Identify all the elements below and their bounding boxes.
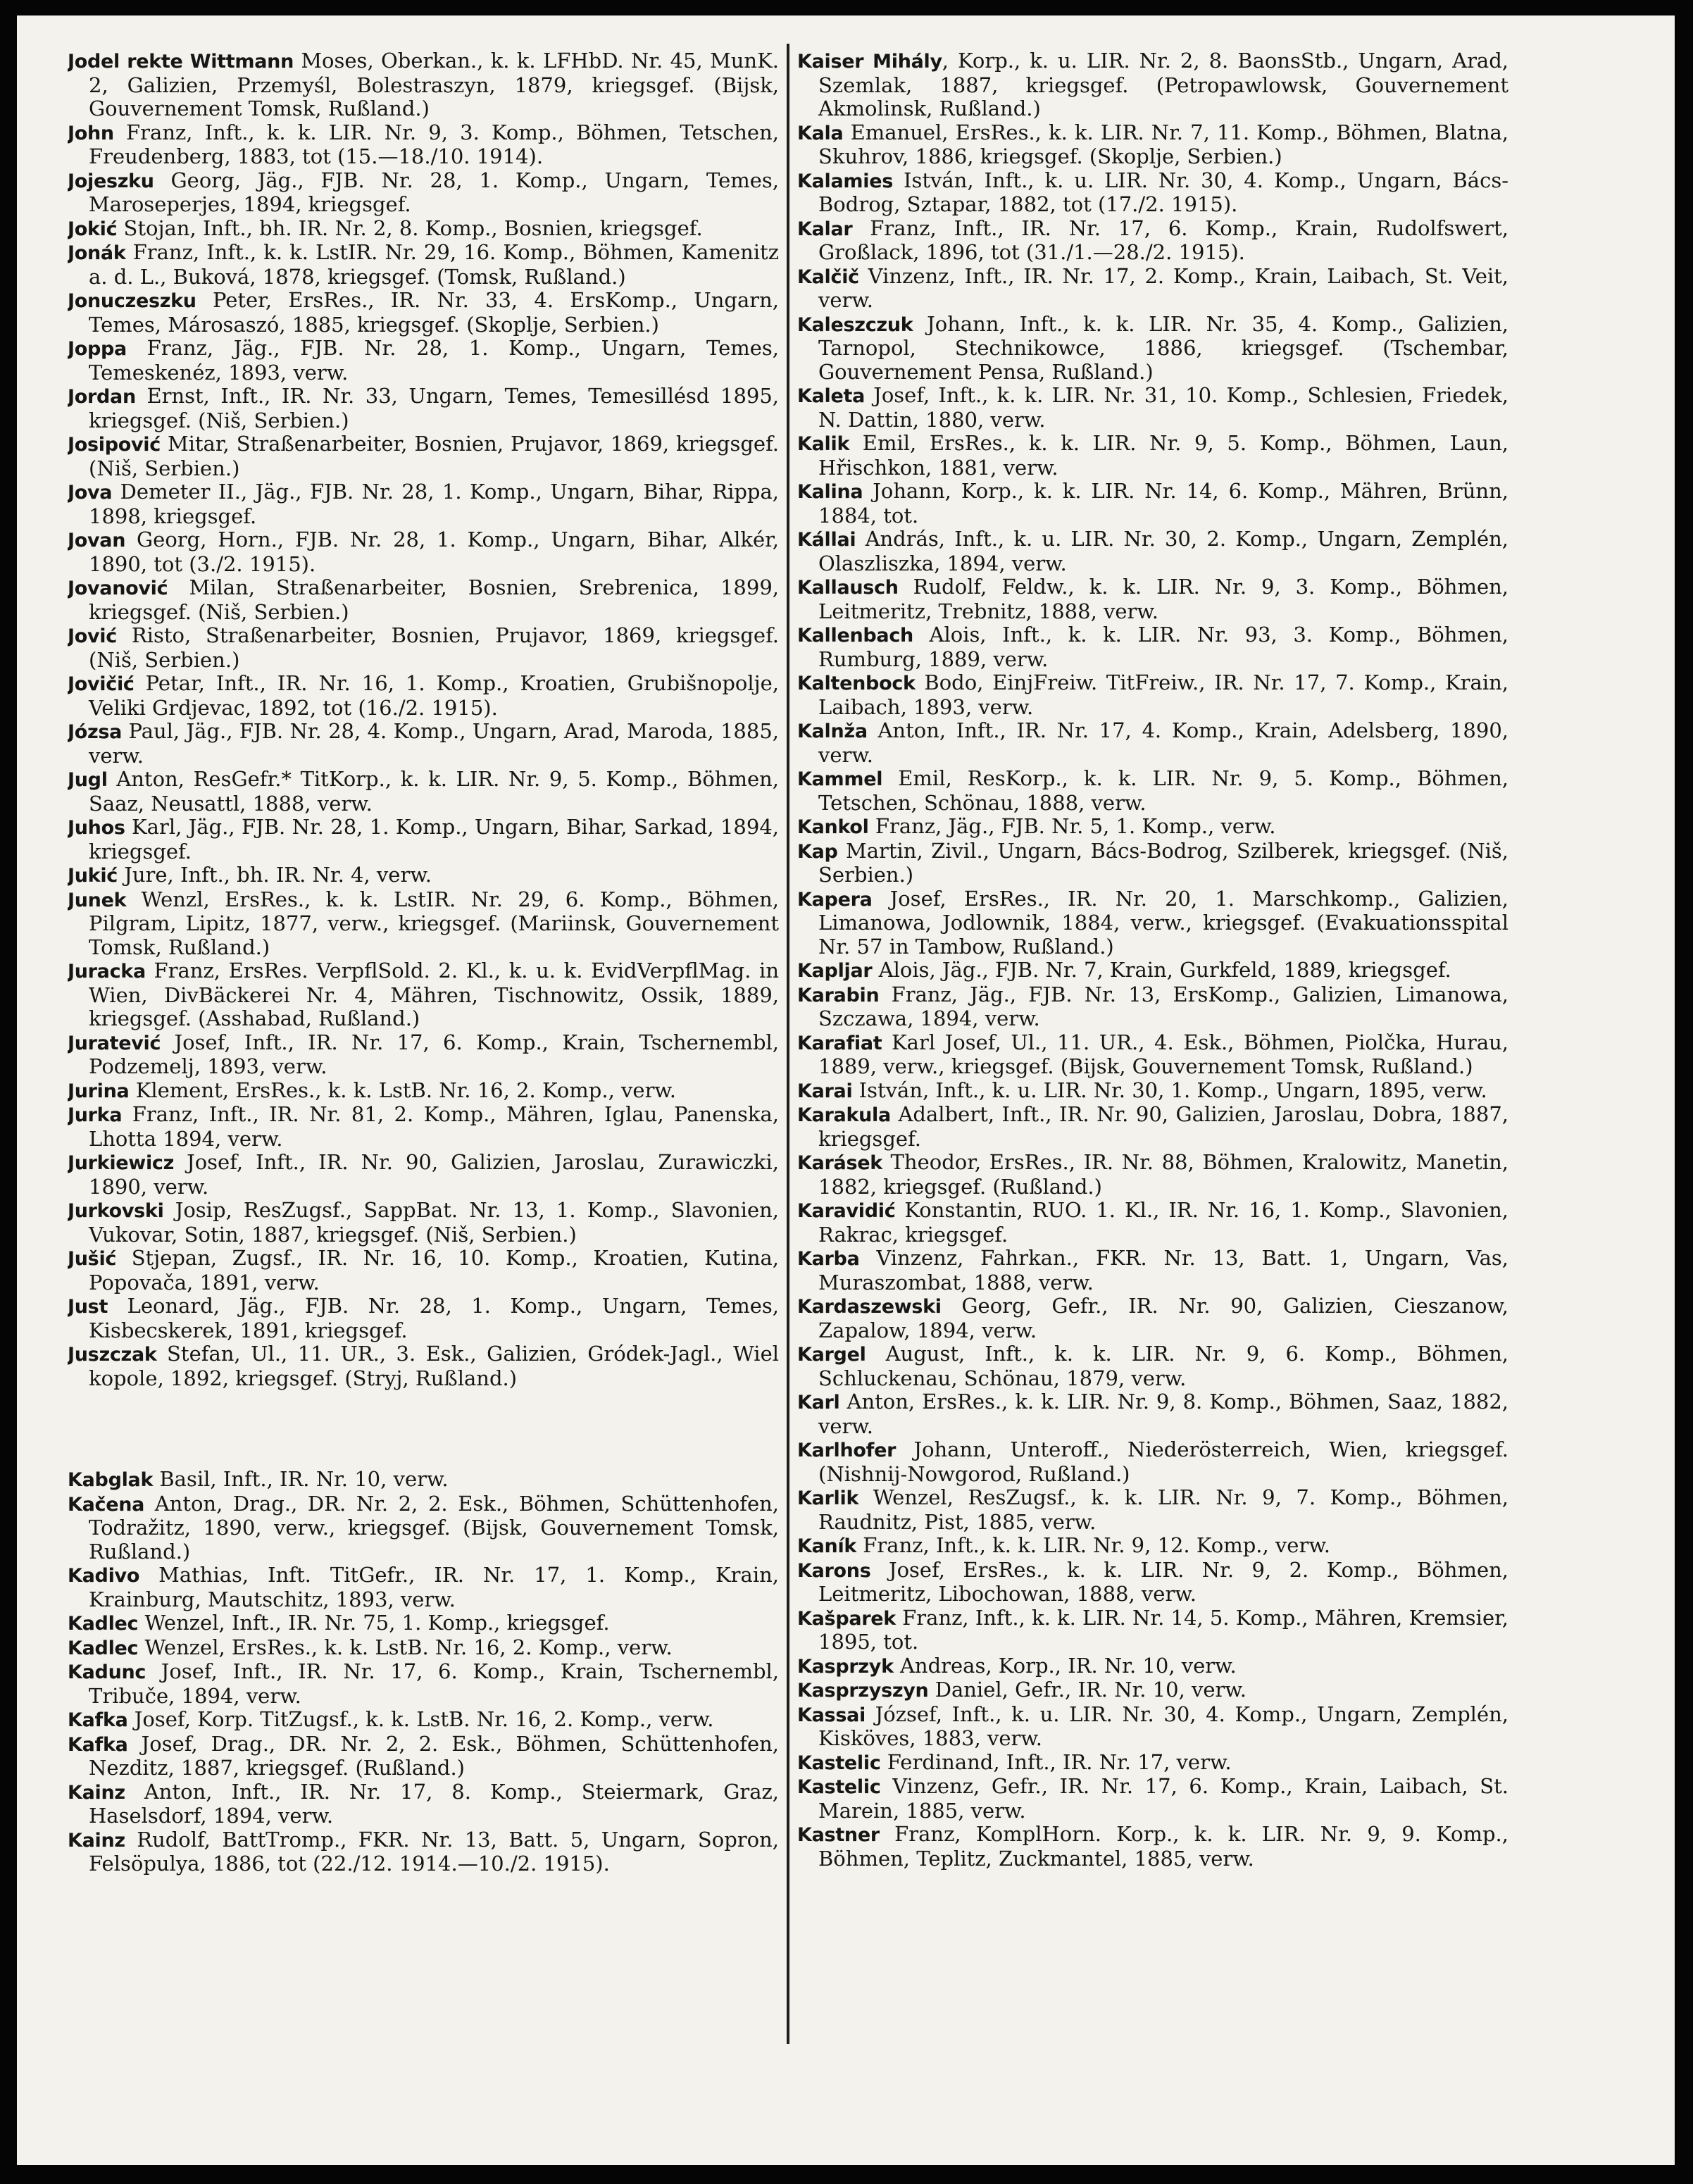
entries-j-section bbox=[68, 49, 779, 1390]
list-item bbox=[797, 49, 1508, 121]
entry-name: Kadlec bbox=[68, 1637, 139, 1659]
list-item bbox=[68, 385, 779, 432]
list-item bbox=[68, 241, 779, 289]
entry-name: Kapljar bbox=[797, 960, 873, 982]
list-item bbox=[797, 1751, 1508, 1776]
entry-name: Kafka bbox=[68, 1733, 128, 1756]
right-column bbox=[797, 49, 1508, 2134]
entry-details: Paul, Jäg., FJB. Nr. 28, 4. Komp., Ungarn, Arad, Maroda, 1885, verw. bbox=[89, 719, 779, 768]
entry-name: Jukić bbox=[68, 865, 118, 887]
list-item bbox=[797, 1606, 1508, 1654]
entry-name: Kasprzyk bbox=[797, 1655, 894, 1678]
entry-details: Leonard, Jäg., FJB. Nr. 28, 1. Komp., Ungarn, Temes, Kisbecskerek, 1891, kriegsgef. bbox=[89, 1294, 779, 1342]
entry-details: August, Inft., k. k. LIR. Nr. 9, 6. Komp., Böhmen, Schluckenau, Schönau, 1879, verw. bbox=[818, 1342, 1508, 1390]
list-item bbox=[68, 888, 779, 960]
list-item bbox=[797, 719, 1508, 767]
list-item bbox=[797, 1390, 1508, 1438]
entry-details: Basil, Inft., IR. Nr. 10, verw. bbox=[159, 1467, 449, 1491]
list-item bbox=[68, 169, 779, 217]
entry-name: Karons bbox=[797, 1559, 871, 1582]
entry-details: Wenzel, ErsRes., k. k. LstB. Nr. 16, 2. Komp., verw. bbox=[144, 1635, 673, 1659]
entry-name: Josipović bbox=[68, 434, 161, 456]
entry-details: Vinzenz, Inft., IR. Nr. 17, 2. Komp., Krain, Laibach, St. Veit, verw. bbox=[818, 263, 1508, 312]
list-item bbox=[797, 1775, 1508, 1823]
entry-name: Kaltenbock bbox=[797, 673, 916, 694]
entry-name: Kap bbox=[797, 840, 838, 863]
entry-name: Karabin bbox=[797, 984, 880, 1006]
list-item bbox=[797, 1079, 1508, 1104]
entry-details: Franz, Inft., k. k. LIR. Nr. 9, 12. Komp., verw. bbox=[863, 1533, 1330, 1557]
list-item bbox=[68, 528, 779, 576]
list-item bbox=[68, 289, 779, 337]
entry-details: Milan, Straßenarbeiter, Bosnien, Srebrenica, 1899, kriegsgef. (Niš, Serbien.) bbox=[89, 575, 779, 624]
list-item bbox=[797, 1294, 1508, 1342]
entry-details: Josef, Inft., IR. Nr. 17, 6. Komp., Krain, Tschernembl, Tribuče, 1894, verw. bbox=[89, 1659, 779, 1708]
list-item bbox=[68, 432, 779, 480]
list-item bbox=[68, 1660, 779, 1708]
entry-name: Jović bbox=[68, 625, 117, 647]
list-item bbox=[68, 1199, 779, 1247]
entry-details: Mathias, Inft. TitGefr., IR. Nr. 17, 1. Komp., Krain, Krainburg, Mautschitz, 1893, verw. bbox=[89, 1563, 779, 1611]
entry-details: Vinzenz, Fahrkan., FKR. Nr. 13, Batt. 1, Ungarn, Vas, Muraszombat, 1888, verw. bbox=[818, 1246, 1508, 1294]
entry-name: Kassai bbox=[797, 1704, 866, 1726]
list-item bbox=[797, 959, 1508, 983]
entry-name: Jovičić bbox=[68, 673, 135, 695]
entry-name: Kallausch bbox=[797, 577, 899, 599]
entry-name: Kalik bbox=[797, 433, 850, 455]
entry-details: Johann, Inft., k. k. LIR. Nr. 35, 4. Komp., Galizien, Tarnopol, Stechnikowce, 1886, kriegsgef. (Tschembar, Gouvernement Pensa, Rußland.) bbox=[818, 311, 1508, 384]
list-item bbox=[797, 528, 1508, 575]
entry-name: Karlhofer bbox=[797, 1440, 897, 1461]
list-item bbox=[797, 1103, 1508, 1151]
list-item bbox=[68, 1708, 779, 1733]
entry-details: Emil, ErsRes., k. k. LIR. Nr. 9, 5. Komp., Böhmen, Laun, Hřischkon, 1881, verw. bbox=[818, 431, 1508, 480]
entry-details: Georg, Jäg., FJB. Nr. 28, 1. Komp., Ungarn, Temes, Maroseperjes, 1894, kriegsgef. bbox=[89, 168, 779, 216]
entry-details: Franz, KomplHorn. Korp., k. k. LIR. Nr. 9, 9. Komp., Böhmen, Teplitz, Zuckmantel, 1885, verw. bbox=[818, 1822, 1508, 1871]
list-item bbox=[797, 1703, 1508, 1751]
entry-name: Juszczak bbox=[68, 1344, 157, 1366]
list-item bbox=[797, 575, 1508, 623]
entry-details: Rudolf, Feldw., k. k. LIR. Nr. 9, 3. Komp., Böhmen, Leitmeritz, Trebnitz, 1888, verw. bbox=[818, 575, 1508, 623]
list-item bbox=[797, 1199, 1508, 1247]
list-item bbox=[797, 384, 1508, 432]
entry-name: Jušić bbox=[68, 1248, 117, 1270]
entry-name: Karavidić bbox=[797, 1200, 896, 1222]
entry-details: Georg, Gefr., IR. Nr. 90, Galizien, Cieszanow, Zapalow, 1894, verw. bbox=[818, 1294, 1508, 1342]
list-item bbox=[68, 1733, 779, 1780]
list-item bbox=[68, 1636, 779, 1661]
entry-name: Karakula bbox=[797, 1104, 891, 1126]
list-item bbox=[797, 480, 1508, 528]
list-item bbox=[797, 121, 1508, 169]
entry-details: Emil, ResKorp., k. k. LIR. Nr. 9, 5. Komp., Böhmen, Tetschen, Schönau, 1888, verw. bbox=[818, 766, 1508, 815]
entry-name: Jurkovski bbox=[68, 1200, 164, 1222]
list-item bbox=[68, 337, 779, 385]
list-item bbox=[68, 1247, 779, 1294]
entry-details: Mitar, Straßenarbeiter, Bosnien, Prujavor, 1869, kriegsgef. (Niš, Serbien.) bbox=[89, 432, 779, 480]
entry-details: Theodor, ErsRes., IR. Nr. 88, Böhmen, Kralowitz, Manetin, 1882, kriegsgef. (Rußland.) bbox=[818, 1150, 1508, 1199]
entry-name: Kállai bbox=[797, 529, 856, 551]
entry-name: Kala bbox=[797, 122, 844, 144]
list-item bbox=[68, 1342, 779, 1390]
entry-name: Juhos bbox=[68, 817, 125, 839]
entry-details: Wenzel, ResZugsf., k. k. LIR. Nr. 9, 7. Komp., Böhmen, Raudnitz, Pist, 1885, verw. bbox=[818, 1485, 1508, 1534]
list-item bbox=[797, 1247, 1508, 1294]
entry-details: Konstantin, RUO. 1. Kl., IR. Nr. 16, 1. Komp., Slavonien, Rakrac, kriegsgef. bbox=[818, 1198, 1508, 1247]
entry-name: Kalamies bbox=[797, 170, 893, 192]
entry-name: John bbox=[68, 122, 114, 144]
entry-name: Karba bbox=[797, 1248, 860, 1270]
entry-details: Ferdinand, Inft., IR. Nr. 17, verw. bbox=[887, 1749, 1232, 1774]
entry-name: Kaleta bbox=[797, 385, 866, 407]
entry-name: Jonuczeszku bbox=[68, 290, 196, 312]
entry-details: Bodo, EinjFreiw. TitFreiw., IR. Nr. 17, 7. Komp., Krain, Laibach, 1893, verw. bbox=[818, 670, 1508, 719]
list-item bbox=[797, 1559, 1508, 1606]
list-item bbox=[68, 959, 779, 1031]
entry-details: Alois, Inft., k. k. LIR. Nr. 93, 3. Komp., Böhmen, Rumburg, 1889, verw. bbox=[818, 623, 1508, 671]
entry-details: József, Inft., k. u. LIR. Nr. 30, 4. Komp., Ungarn, Zemplén, Kisköves, 1883, verw. bbox=[818, 1702, 1508, 1750]
entry-details: Josip, ResZugsf., SappBat. Nr. 13, 1. Komp., Slavonien, Vukovar, Sotin, 1887, kriegsgef. (Niš, Serbien.) bbox=[89, 1198, 779, 1247]
entry-name: Kasprzyszyn bbox=[797, 1680, 929, 1702]
entry-details: Josef, Inft., k. k. LIR. Nr. 31, 10. Komp., Schlesien, Friedek, N. Dattin, 1880, verw. bbox=[818, 383, 1508, 432]
section-gap bbox=[68, 1390, 779, 1468]
entry-name: Jokić bbox=[68, 218, 118, 240]
list-item bbox=[68, 672, 779, 720]
entry-details: Vinzenz, Gefr., IR. Nr. 17, 6. Komp., Krain, Laibach, St. Marein, 1885, verw. bbox=[818, 1774, 1508, 1823]
entry-name: Kammel bbox=[797, 768, 883, 790]
entry-details: István, Inft., k. u. LIR. Nr. 30, 4. Komp., Ungarn, Bács-Bodrog, Sztapar, 1882, tot (17./2. 1915). bbox=[818, 168, 1508, 216]
entry-details: Wenzl, ErsRes., k. k. LstIR. Nr. 29, 6. Komp., Böhmen, Pilgram, Lipitz, 1877, verw., kriegsgef. (Mariinsk, Gouvernement Tomsk, Rußland.) bbox=[89, 887, 779, 959]
entry-details: Stojan, Inft., bh. IR. Nr. 2, 8. Komp., Bosnien, kriegsgef. bbox=[123, 216, 703, 240]
entry-name: Jordan bbox=[68, 386, 136, 408]
entry-name: Kainz bbox=[68, 1829, 125, 1852]
entry-details: Josef, ErsRes., IR. Nr. 20, 1. Marschkomp., Galizien, Limanowa, Jodlownik, 1884, verw., kriegsgef. (Evakuationsspital Nr. 57 in Tambow, Rußland.) bbox=[818, 886, 1508, 959]
entry-name: Kadivo bbox=[68, 1565, 140, 1587]
entry-details: Franz, Jäg., FJB. Nr. 28, 1. Komp., Ungarn, Temes, Temeskenéz, 1893, verw. bbox=[89, 336, 779, 385]
entry-details: Anton, Inft., IR. Nr. 17, 4. Komp., Krain, Adelsberg, 1890, verw. bbox=[818, 718, 1508, 767]
list-item bbox=[68, 1079, 779, 1104]
entry-details: Jure, Inft., bh. IR. Nr. 4, verw. bbox=[124, 863, 432, 887]
entry-details: Peter, ErsRes., IR. Nr. 33, 4. ErsKomp., Ungarn, Temes, Márosaszó, 1885, kriegsgef. (Skoplje, Serbien.) bbox=[89, 288, 779, 337]
entry-name: Kačena bbox=[68, 1493, 145, 1516]
entry-details: Ernst, Inft., IR. Nr. 33, Ungarn, Temes, Temesillésd 1895, kriegsgef. (Niš, Serbien.) bbox=[89, 384, 779, 432]
list-item bbox=[797, 671, 1508, 719]
entry-name: Juratević bbox=[68, 1032, 161, 1054]
entry-details: Demeter II., Jäg., FJB. Nr. 28, 1. Komp., Ungarn, Bihar, Rippa, 1898, kriegsgef. bbox=[89, 480, 779, 528]
entry-details: Georg, Horn., FJB. Nr. 28, 1. Komp., Ungarn, Bihar, Alkér, 1890, tot (3./2. 1915). bbox=[89, 528, 779, 576]
entry-name: Jugl bbox=[68, 769, 108, 791]
entry-details: Franz, Inft., IR. Nr. 81, 2. Komp., Mähren, Iglau, Panenska, Lhotta 1894, verw. bbox=[89, 1102, 779, 1151]
list-item bbox=[797, 1031, 1508, 1079]
entry-name: Kaník bbox=[797, 1535, 857, 1557]
entry-name: Kankol bbox=[797, 816, 869, 838]
list-item bbox=[68, 121, 779, 169]
list-item bbox=[797, 815, 1508, 840]
entry-name: Jodel rekte Wittmann bbox=[68, 51, 294, 73]
entry-details: Franz, Inft., IR. Nr. 17, 6. Komp., Krain, Rudolfswert, Großlack, 1896, tot (31./1.—28./2. 1915). bbox=[818, 216, 1508, 264]
entry-name: Joppa bbox=[68, 338, 127, 360]
entry-name: Karafiat bbox=[797, 1032, 882, 1054]
entry-name: Kargel bbox=[797, 1344, 866, 1366]
list-item bbox=[797, 313, 1508, 385]
list-item bbox=[797, 1438, 1508, 1486]
list-item bbox=[797, 217, 1508, 265]
entry-name: Kastelic bbox=[797, 1776, 881, 1798]
entry-name: Jovanović bbox=[68, 578, 168, 599]
list-item bbox=[68, 1151, 779, 1199]
entry-name: Kabglak bbox=[68, 1469, 154, 1491]
entry-name: Kaleszczuk bbox=[797, 313, 913, 336]
list-item bbox=[68, 1492, 779, 1564]
entry-name: Kalar bbox=[797, 218, 853, 240]
entry-name: Jova bbox=[68, 482, 113, 504]
entry-details: Franz, Inft., k. k. LstIR. Nr. 29, 16. Komp., Böhmen, Kamenitz a. d. L., Buková, 1878, kriegsgef. (Tomsk, Rußland.) bbox=[89, 240, 779, 289]
list-item bbox=[68, 1564, 779, 1611]
list-item bbox=[797, 1534, 1508, 1559]
entries-k-section bbox=[68, 1468, 779, 1876]
list-item bbox=[68, 1611, 779, 1636]
list-item bbox=[797, 169, 1508, 217]
entry-name: Kapera bbox=[797, 888, 873, 911]
entry-details: , Korp., k. u. LIR. Nr. 2, 8. BaonsStb., Ungarn, Arad, Szemlak, 1887, kriegsgef. (Petropawlowsk, Gouvernement Akmolinsk, Rußland.) bbox=[818, 49, 1508, 120]
entry-details: Josef, Drag., DR. Nr. 2, 2. Esk., Böhmen, Schüttenhofen, Nezditz, 1887, kriegsgef. (Rußland.) bbox=[89, 1731, 779, 1780]
entry-details: Franz, Inft., k. k. LIR. Nr. 9, 3. Komp., Böhmen, Tetschen, Freudenberg, 1883, tot (15.—18./10. 1914). bbox=[89, 120, 779, 168]
entry-details: Adalbert, Inft., IR. Nr. 90, Galizien, Jaroslau, Dobra, 1887, kriegsgef. bbox=[818, 1102, 1508, 1151]
entry-details: Anton, ResGefr.* TitKorp., k. k. LIR. Nr. 9, 5. Komp., Böhmen, Saaz, Neusattl, 1888, verw. bbox=[89, 767, 779, 816]
entry-details: Emanuel, ErsRes., k. k. LIR. Nr. 7, 11. Komp., Böhmen, Blatna, Skuhrov, 1886, kriegsgef. (Skoplje, Serbien.) bbox=[818, 120, 1508, 168]
list-item bbox=[797, 1678, 1508, 1703]
entry-name: Junek bbox=[68, 889, 127, 911]
entry-details: Petar, Inft., IR. Nr. 16, 1. Komp., Kroatien, Grubišnopolje, Veliki Grdjevac, 1892, tot (16./2. 1915). bbox=[89, 671, 779, 720]
list-item bbox=[68, 217, 779, 242]
entry-name: Kadlec bbox=[68, 1613, 139, 1635]
list-item bbox=[68, 1031, 779, 1079]
entry-name: Kastner bbox=[797, 1824, 880, 1846]
entry-details: Anton, Drag., DR. Nr. 2, 2. Esk., Böhmen, Schüttenhofen, Todražitz, 1890, verw., kriegsgef. (Bijsk, Gouvernement Tomsk, Rußland.) bbox=[89, 1491, 779, 1564]
entry-name: Kalčič bbox=[797, 266, 859, 288]
entry-details: Stjepan, Zugsf., IR. Nr. 16, 10. Komp., Kroatien, Kutina, Popovača, 1891, verw. bbox=[89, 1246, 779, 1294]
entry-details: Franz, ErsRes. VerpflSold. 2. Kl., k. u. k. EvidVerpflMag. in Wien, DivBäckerei Nr. 4, Mähren, Tischnowitz, Ossik, 1889, kriegsgef. (Asshabad, Rußland.) bbox=[89, 959, 779, 1030]
entry-name: Kaiser Mihály bbox=[797, 51, 942, 73]
list-item bbox=[68, 816, 779, 863]
entry-name: Kafka bbox=[68, 1709, 128, 1731]
list-item bbox=[797, 983, 1508, 1031]
entry-details: Stefan, Ul., 11. UR., 3. Esk., Galizien, Gródek-Jagl., Wiel kopole, 1892, kriegsgef. (Stryj, Rußland.) bbox=[89, 1342, 779, 1390]
list-item bbox=[68, 1828, 779, 1876]
entry-name: Karl bbox=[797, 1392, 840, 1414]
entry-name: Karai bbox=[797, 1080, 853, 1102]
entry-name: Kastelic bbox=[797, 1752, 881, 1774]
entry-details: Franz, Jäg., FJB. Nr. 13, ErsKomp., Galizien, Limanowa, Szczawa, 1894, verw. bbox=[818, 982, 1508, 1030]
entry-details: Wenzel, Inft., IR. Nr. 75, 1. Komp., kriegsgef. bbox=[144, 1611, 610, 1635]
entry-details: Andreas, Korp., IR. Nr. 10, verw. bbox=[899, 1653, 1237, 1678]
list-item bbox=[797, 1823, 1508, 1871]
entry-details: Johann, Korp., k. k. LIR. Nr. 14, 6. Komp., Mähren, Brünn, 1884, tot. bbox=[818, 479, 1508, 528]
entry-details: Klement, ErsRes., k. k. LstB. Nr. 16, 2. Komp., verw. bbox=[135, 1078, 677, 1102]
entry-details: Josef, ErsRes., k. k. LIR. Nr. 9, 2. Komp., Böhmen, Leitmeritz, Libochowan, 1888, verw. bbox=[818, 1557, 1508, 1606]
list-item bbox=[68, 1294, 779, 1342]
entry-name: Kalina bbox=[797, 481, 863, 503]
list-item bbox=[797, 887, 1508, 959]
list-item bbox=[797, 432, 1508, 480]
entry-details: Anton, Inft., IR. Nr. 17, 8. Komp., Steiermark, Graz, Haselsdorf, 1894, verw. bbox=[89, 1779, 779, 1828]
list-item bbox=[68, 768, 779, 816]
entry-name: Juracka bbox=[68, 961, 146, 982]
entry-details: Rudolf, BattTromp., FKR. Nr. 13, Batt. 5, Ungarn, Sopron, Felsöpulya, 1886, tot (22./12. 1914.—10./2. 1915). bbox=[89, 1827, 779, 1876]
entry-details: Josef, Inft., IR. Nr. 17, 6. Komp., Krain, Tschernembl, Podzemelj, 1893, verw. bbox=[89, 1030, 779, 1078]
list-item bbox=[797, 767, 1508, 815]
entry-name: Jurina bbox=[68, 1080, 130, 1102]
entry-name: Kardaszewski bbox=[797, 1296, 942, 1318]
list-item bbox=[68, 49, 779, 121]
entry-name: Kašparek bbox=[797, 1607, 896, 1630]
entry-details: István, Inft., k. u. LIR. Nr. 30, 1. Komp., Ungarn, 1895, verw. bbox=[858, 1078, 1487, 1102]
entry-name: Jonák bbox=[68, 242, 126, 264]
entry-name: Karásek bbox=[797, 1152, 882, 1174]
list-item bbox=[68, 480, 779, 528]
list-item bbox=[797, 1486, 1508, 1534]
entry-name: Just bbox=[68, 1296, 108, 1318]
list-item bbox=[68, 1103, 779, 1151]
entry-details: Josef, Inft., IR. Nr. 90, Galizien, Jaroslau, Zurawiczki, 1890, verw. bbox=[89, 1150, 779, 1199]
entry-details: András, Inft., k. u. LIR. Nr. 30, 2. Komp., Ungarn, Zemplén, Olaszliszka, 1894, verw. bbox=[818, 527, 1508, 575]
list-item bbox=[797, 623, 1508, 671]
entry-details: Josef, Korp. TitZugsf., k. k. LstB. Nr. 16, 2. Komp., verw. bbox=[134, 1707, 714, 1731]
entry-details: Moses, Oberkan., k. k. LFHbD. Nr. 45, MunK. 2, Galizien, Przemyśl, Bolestraszyn, 1879, kriegsgef. (Bijsk, Gouvernement Tomsk, Rußland.) bbox=[89, 49, 779, 120]
entry-name: Karlik bbox=[797, 1487, 859, 1509]
column-divider bbox=[787, 44, 789, 2044]
list-item bbox=[68, 1780, 779, 1828]
list-item bbox=[68, 720, 779, 768]
entry-name: Kainz bbox=[68, 1781, 125, 1804]
entry-details: Daniel, Gefr., IR. Nr. 10, verw. bbox=[935, 1678, 1247, 1702]
entry-name: Kalnža bbox=[797, 720, 868, 742]
list-item bbox=[68, 576, 779, 624]
entry-details: Anton, ErsRes., k. k. LIR. Nr. 9, 8. Komp., Böhmen, Saaz, 1882, verw. bbox=[818, 1390, 1508, 1438]
list-item bbox=[797, 1654, 1508, 1679]
entries-k-continued-section bbox=[797, 49, 1508, 1871]
entry-name: Jovan bbox=[68, 530, 126, 551]
list-item bbox=[68, 624, 779, 672]
left-column bbox=[68, 49, 779, 2134]
entry-name: Kallenbach bbox=[797, 625, 913, 647]
list-item bbox=[797, 1342, 1508, 1390]
entry-name: Kadunc bbox=[68, 1661, 146, 1683]
entry-details: Franz, Inft., k. k. LIR. Nr. 14, 5. Komp., Mähren, Kremsier, 1895, tot. bbox=[818, 1605, 1508, 1654]
entry-details: Karl Josef, Ul., 11. UR., 4. Esk., Böhmen, Piolčka, Hurau, 1889, verw., kriegsgef. (Bijsk, Gouvernement Tomsk, Rußland.) bbox=[818, 1030, 1508, 1078]
entry-name: Jurka bbox=[68, 1104, 123, 1126]
entry-details: Johann, Unteroff., Niederösterreich, Wien, kriegsgef. (Nishnij-Nowgorod, Rußland.) bbox=[818, 1437, 1508, 1486]
entry-details: Risto, Straßenarbeiter, Bosnien, Prujavor, 1869, kriegsgef. (Niš, Serbien.) bbox=[89, 623, 779, 672]
entry-name: Jojeszku bbox=[68, 170, 154, 192]
list-item bbox=[68, 863, 779, 888]
entry-details: Martin, Zivil., Ungarn, Bács-Bodrog, Szilberek, kriegsgef. (Niš, Serbien.) bbox=[818, 838, 1508, 887]
entry-details: Alois, Jäg., FJB. Nr. 7, Krain, Gurkfeld, 1889, kriegsgef. bbox=[878, 958, 1451, 982]
entry-name: Jurkiewicz bbox=[68, 1152, 175, 1174]
list-item bbox=[797, 265, 1508, 313]
list-item bbox=[797, 1151, 1508, 1199]
document-page bbox=[17, 15, 1675, 2165]
entry-name: Józsa bbox=[68, 721, 123, 743]
list-item bbox=[797, 840, 1508, 887]
list-item bbox=[68, 1468, 779, 1492]
entry-details: Franz, Jäg., FJB. Nr. 5, 1. Komp., verw. bbox=[875, 814, 1276, 838]
entry-details: Karl, Jäg., FJB. Nr. 28, 1. Komp., Ungarn, Bihar, Sarkad, 1894, kriegsgef. bbox=[89, 815, 779, 863]
